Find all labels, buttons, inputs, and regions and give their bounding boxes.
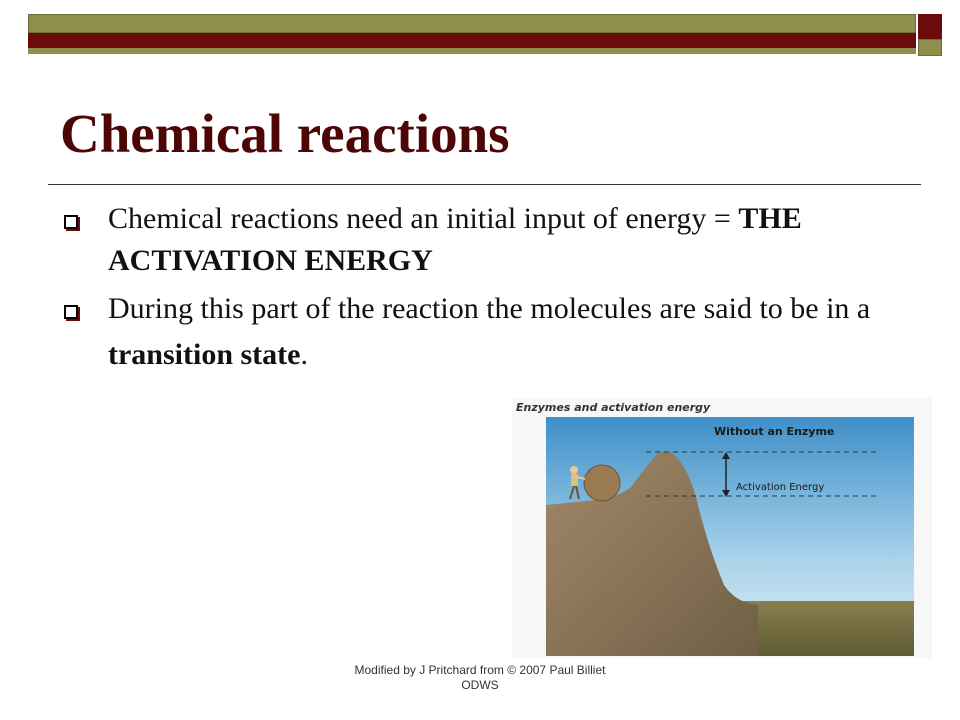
activation-energy-illustration [512, 398, 932, 658]
top-bar-olive-bottom-stripe [28, 48, 916, 54]
bullet-bold-text: THE ACTIVATION ENERGY [108, 202, 802, 277]
top-bar-olive-stripe [28, 14, 916, 33]
bullet-bold-text: transition state [108, 338, 301, 371]
square-bullet-icon [64, 305, 78, 319]
footer-org-line: ODWS [461, 678, 499, 692]
bullet-text: During this part of the reaction the molecules are said to be in a [108, 292, 871, 325]
slide-title: Chemical reactions [60, 103, 510, 164]
boulder [584, 465, 620, 501]
bullet-list [64, 198, 924, 378]
hill-illustration [546, 417, 914, 656]
slide-footer [310, 663, 650, 693]
top-bar-red-stripe [28, 33, 916, 48]
figure-caption: Enzymes and activation energy [516, 401, 711, 414]
bullet-item-transition-state [64, 286, 924, 378]
top-decorative-bar [28, 14, 944, 58]
footer-credit-line: Modified by J Pritchard from © 2007 Paul Billiet [354, 663, 606, 677]
bullet-end-text: . [300, 338, 308, 371]
bullet-item-activation-energy [64, 198, 924, 282]
top-bar-olive-square [918, 39, 942, 56]
top-bar-red-square [918, 14, 942, 39]
without-enzyme-label: Without an Enzyme [714, 425, 835, 438]
activation-energy-label: Activation Energy [736, 482, 825, 493]
bullet-text: Chemical reactions need an initial input of energy = [108, 202, 739, 235]
title-divider [48, 184, 921, 185]
square-bullet-icon [64, 215, 78, 229]
